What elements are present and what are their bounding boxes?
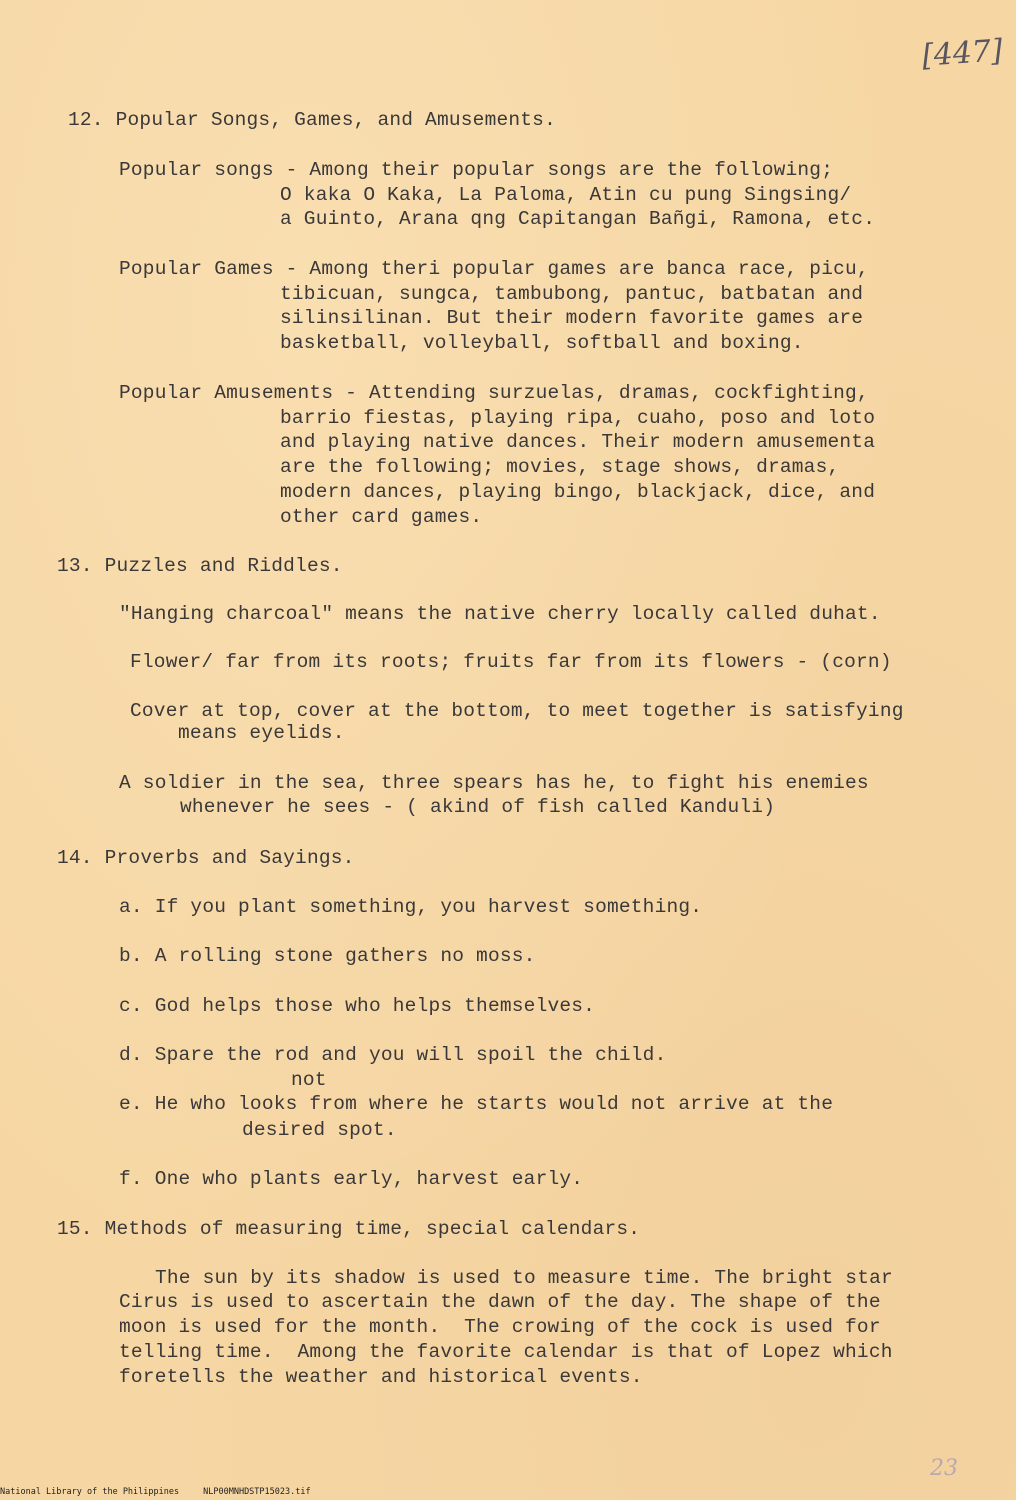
scan-footer xyxy=(0,1487,335,1497)
proverb-e-line-1: e. He who looks from where he starts would not arrive at the xyxy=(119,1093,834,1115)
proverb-d: d. Spare the rod and you will spoil the child. xyxy=(119,1044,667,1066)
amusements-line-6: other card games. xyxy=(280,506,483,528)
proverb-e-insertion: not xyxy=(291,1069,327,1091)
songs-line-2: O kaka O Kaka, La Paloma, Atin cu pung Singsing/ xyxy=(280,184,852,206)
calendar-line-5: foretells the weather and historical events. xyxy=(119,1366,643,1388)
songs-line-1: Popular songs - Among their popular songs are the following; xyxy=(119,159,834,181)
proverb-b: b. A rolling stone gathers no moss. xyxy=(119,945,536,967)
riddle-2: Flower/ far from its roots; fruits far from its flowers - (corn) xyxy=(130,651,892,673)
section-13-heading: 13. Puzzles and Riddles. xyxy=(57,555,343,577)
amusements-line-5: modern dances, playing bingo, blackjack, dice, and xyxy=(280,481,876,503)
amusements-line-3: and playing native dances. Their modern amusementa xyxy=(280,431,876,453)
calendar-line-1: The sun by its shadow is used to measure time. The bright star xyxy=(155,1267,893,1289)
amusements-line-2: barrio fiestas, playing ripa, cuaho, poso and loto xyxy=(280,407,876,429)
games-line-2: tibicuan, sungca, tambubong, pantuc, batbatan and xyxy=(280,283,864,305)
amusements-line-4: are the following; movies, stage shows, dramas, xyxy=(280,456,840,478)
riddle-1: "Hanging charcoal" means the native cherry locally called duhat. xyxy=(119,603,881,625)
calendar-line-4: telling time. Among the favorite calendar is that of Lopez which xyxy=(119,1341,893,1363)
section-12-heading: 12. Popular Songs, Games, and Amusements. xyxy=(68,109,556,131)
page-number: [447] xyxy=(920,33,1004,74)
games-line-3: silinsilinan. But their modern favorite games are xyxy=(280,307,864,329)
section-15-heading: 15. Methods of measuring time, special calendars. xyxy=(57,1218,641,1240)
section-14-heading: 14. Proverbs and Sayings. xyxy=(57,847,355,869)
riddle-4-line-2: whenever he sees - ( akind of fish called Kanduli) xyxy=(180,796,776,818)
calendar-line-2: Cirus is used to ascertain the dawn of the day. The shape of the xyxy=(119,1291,881,1313)
games-line-1: Popular Games - Among theri popular games are banca race, picu, xyxy=(119,258,869,280)
riddle-3-line-2: means eyelids. xyxy=(178,722,345,744)
games-line-4: basketball, volleyball, softball and boxing. xyxy=(280,332,804,354)
proverb-f: f. One who plants early, harvest early. xyxy=(119,1168,584,1190)
songs-line-3: a Guinto, Arana qng Capitangan Bañgi, Ramona, etc. xyxy=(280,208,876,230)
proverb-c: c. God helps those who helps themselves. xyxy=(119,995,596,1017)
footer-file: NLP00MNHDSTP15023.tif xyxy=(203,1487,311,1497)
footer-library: National Library of the Philippines xyxy=(0,1487,180,1497)
proverb-e-line-2: desired spot. xyxy=(242,1119,397,1141)
riddle-3-line-1: Cover at top, cover at the bottom, to meet together is satisfying xyxy=(130,700,904,722)
riddle-4-line-1: A soldier in the sea, three spears has he, to fight his enemies xyxy=(119,772,869,794)
proverb-a: a. If you plant something, you harvest something. xyxy=(119,896,703,918)
calendar-line-3: moon is used for the month. The crowing of the cock is used for xyxy=(119,1316,881,1338)
amusements-line-1: Popular Amusements - Attending surzuelas, dramas, cockfighting, xyxy=(119,382,869,404)
corner-mark: 23 xyxy=(930,1456,958,1481)
